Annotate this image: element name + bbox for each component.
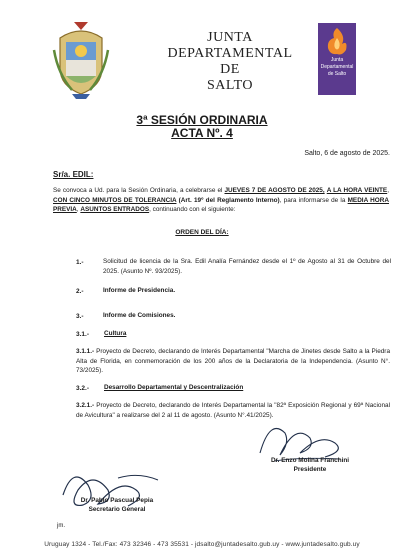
secretary-role: Secretario General bbox=[88, 506, 146, 513]
item-2-text: Informe de Presidencia. bbox=[103, 287, 176, 294]
intro-text-3: , bbox=[387, 187, 389, 194]
typist-initials: jm. bbox=[57, 523, 65, 529]
article-reference: (Art. 19º del Reglamento Interno) bbox=[176, 196, 280, 204]
session-title: 3ª SESIÓN ORDINARIA bbox=[136, 113, 268, 127]
item-3-2-number: 3.2.- bbox=[76, 385, 90, 392]
coat-of-arms-icon bbox=[52, 20, 110, 100]
item-1-number: 1.- bbox=[76, 259, 84, 266]
org-line-3: DE bbox=[220, 62, 240, 77]
item-3-1-1-number: 3.1.1.- bbox=[76, 348, 95, 355]
item-3-number: 3.- bbox=[76, 313, 84, 320]
document-date: Salto, 6 de agosto de 2025. bbox=[304, 150, 390, 157]
intro-text-4: , para informarse de la bbox=[279, 196, 348, 204]
item-2-number: 2.- bbox=[76, 288, 84, 295]
item-3-1-1 bbox=[76, 347, 390, 376]
asuntos-entrados: ASUNTOS ENTRADOS bbox=[80, 206, 150, 213]
org-line-2: DEPARTAMENTAL bbox=[167, 46, 293, 61]
session-time: A LA HORA VEINTE bbox=[326, 187, 388, 194]
item-3-2-1-text: Proyecto de Decreto, declarando de Interés Departamental la "82ª Exposición Regional y 69ª Nacional de Avicultura" a realizarse del 2 al 11 de agosto. (Asunto N°.41/2025). bbox=[76, 402, 390, 419]
president-name: Dr. Enzo Molina Franchini bbox=[270, 457, 350, 464]
intro-text-6: , continuando con el siguiente: bbox=[149, 206, 236, 213]
secretary-name: Dr. Pablo Pascual Pepia bbox=[80, 497, 154, 504]
acta-title: ACTA Nº. 4 bbox=[171, 126, 233, 140]
org-line-4: SALTO bbox=[206, 78, 254, 93]
item-3-2-1-number: 3.2.1.- bbox=[76, 402, 95, 409]
president-role: Presidente bbox=[293, 466, 327, 473]
convocation-paragraph bbox=[53, 186, 389, 215]
item-1-text: Solicitud de licencia de la Sra. Edil Analía Fernández desde el 1º de Agosto al 31 de Octubre del 2025. (Asunto Nº. 93/2025). bbox=[103, 258, 391, 275]
org-name bbox=[150, 30, 310, 94]
greeting: Sr/a. EDIL: bbox=[53, 170, 94, 179]
media-hora-previa: MEDIA HORA PREVIA bbox=[53, 196, 389, 213]
logo-text: Junta Departamental de Salto bbox=[320, 57, 354, 77]
org-line-1: JUNTA bbox=[207, 30, 253, 45]
order-of-day-title: ORDEN DEL DÍA: bbox=[175, 229, 229, 236]
item-3-2-text: Desarrollo Departamental y Descentralización bbox=[104, 384, 244, 391]
item-3-1-text: Cultura bbox=[104, 330, 127, 337]
item-3-1-1-text: Proyecto de Decreto, declarando de Interés Departamental "Marcha de Jinetes desde Salto a la Piedra Alta de Florida, en conmemoración de los 200 años de la Declaratoria de la Independencia. (Asunto N°. 73/2025). bbox=[76, 348, 390, 374]
session-date: JUEVES 7 DE AGOSTO DE 2025, bbox=[224, 187, 325, 194]
intro-text-5: , bbox=[76, 206, 81, 213]
item-3-text: Informe de Comisiones. bbox=[103, 312, 176, 319]
intro-text-1: Se convoca a Ud. para la Sesión Ordinaria, a celebrarse el bbox=[53, 187, 225, 194]
footer-contact: Uruguay 1324 - Tel./Fax: 473 32346 - 473 35531 - jdsalto@juntadesalto.gub.uy - www.juntadesalto.gub.uy bbox=[44, 541, 360, 548]
item-3-1-number: 3.1.- bbox=[76, 331, 90, 338]
tolerance-text: CON CINCO MINUTOS DE TOLERANCIA bbox=[53, 196, 177, 204]
flame-logo-icon bbox=[324, 26, 350, 56]
